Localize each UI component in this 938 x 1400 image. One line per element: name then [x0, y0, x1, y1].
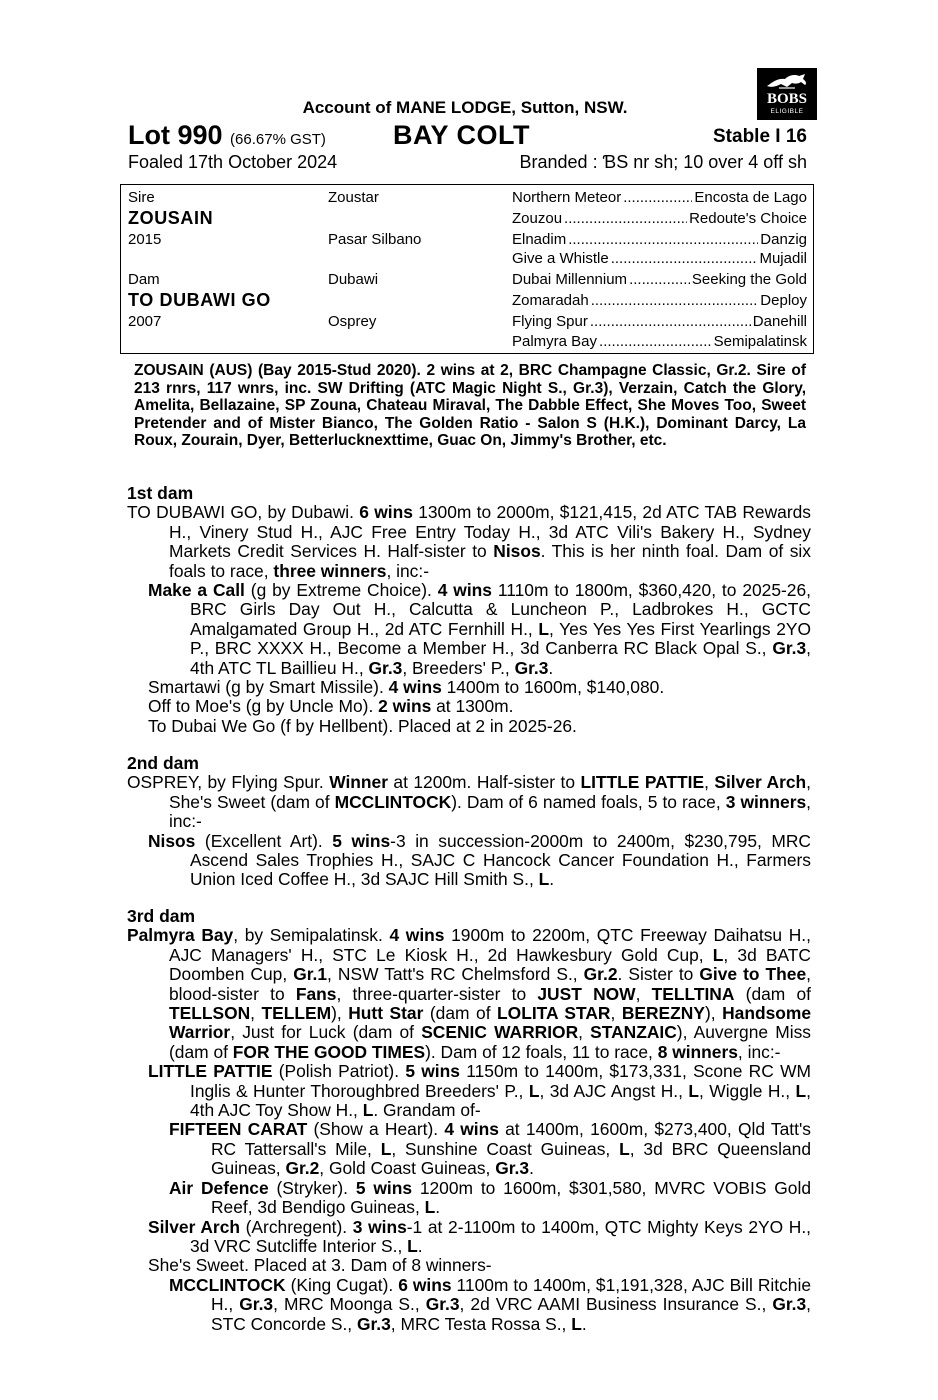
second-dam-section: [127, 754, 811, 890]
gp-name: Zouzou: [512, 210, 563, 227]
grandparent-row: [512, 292, 807, 309]
dam-paragraph: Palmyra Bay, by Semipalatinsk. 4 wins 1900m to 2200m, QTC Freeway Daihatsu H., AJC Managers' H., STC Le Kiosk H., 2d Hawkesbury Gold Cup, L, 3d BATC Doomben Cup, Gr.1, NSW Tatt's RC Chelmsford S., Gr.2. Sister to Give to Thee, blood-sister to Fans, three-quarter-sister to JUST NOW, TELLTINA (dam of TELLSON, TELLEM), Hutt Star (dam of LOLITA STAR, BEREZNY), Handsome Warrior, Just for Luck (dam of SCENIC WARRIOR, STANZAIC), Auvergne Miss (dam of FOR THE GOOD TIMES). Dam of 12 foals, 11 to race, 8 winners, inc:-: [127, 925, 812, 1062]
grandparent-row: [512, 313, 807, 330]
gp-parent: Deploy: [760, 292, 807, 309]
horse-icon: [765, 72, 809, 92]
progeny-paragraph: LITTLE PATTIE (Polish Patriot). 5 wins 1150m to 1400m, $173,331, Scone RC WM Inglis & Hunter Thoroughbred Breeders' P., L, 3d AJC Angst H., L, Wiggle H., L, 4th AJC Toy Show H., L. Grandam of-: [148, 1061, 811, 1121]
grandparent-row: [512, 231, 807, 248]
grandparent-row: [512, 271, 807, 288]
dam-paragraph: TO DUBAWI GO, by Dubawi. 6 wins 1300m to 2000m, $121,415, 2d ATC TAB Rewards H., Vinery Stud H., AJC Free Entry Today H., 3d ATC Vili's Bakery H., Sydney Markets Credit Services H. Half-sister to Nisos. This is her ninth foal. Dam of six foals to race, three winners, inc:-: [127, 502, 811, 581]
progeny-paragraph: Smartawi (g by Smart Missile). 4 wins 1400m to 1600m, $140,080.: [148, 677, 665, 698]
grandparent-row: [512, 189, 807, 206]
gp-parent: Seeking the Gold: [691, 271, 807, 288]
section-heading: 1st dam: [127, 483, 194, 503]
gp-name: Elnadim: [512, 231, 567, 248]
gp-name: Flying Spur: [512, 313, 588, 330]
logo-text-eligible: ELIGIBLE: [770, 108, 804, 115]
gst-note: (66.67% GST): [230, 131, 326, 148]
grand-progeny-paragraph: Air Defence (Stryker). 5 wins 1200m to 1600m, $301,580, MVRC VOBIS Gold Reef, 3d Bendigo Guineas, L.: [169, 1177, 811, 1218]
progeny-paragraph: Nisos (Excellent Art). 5 wins-3 in succession-2000m to 2400m, $230,795, MRC Ascend Sales Trophies H., SAJC C Hancock Cancer Foundation H., Farmers Union Iced Coffee H., 3d SAJC Hill Smith S., L.: [148, 830, 811, 890]
first-dam-section: [127, 484, 811, 736]
grand-progeny-paragraph: MCCLINTOCK (King Cugat). 6 wins 1100m to 1400m, $1,191,328, AJC Bill Ritchie H., Gr.3, MRC Moonga S., Gr.3, 2d VRC AAMI Business Insurance S., Gr.3, STC Concorde S., Gr.3, MRC Testa Rossa S., L.: [169, 1274, 811, 1334]
sire-label: Sire: [128, 189, 155, 206]
gp-name: Zomaradah: [512, 292, 589, 309]
grand-progeny-paragraph: FIFTEEN CARAT (Show a Heart). 4 wins at 1400m, 1600m, $273,400, Qld Tatt's RC Tattersall's Mile, L, Sunshine Coast Guineas, L, 3d BRC Queensland Guineas, Gr.2, Gold Coast Guineas, Gr.3.: [169, 1119, 811, 1179]
dam-paragraph: OSPREY, by Flying Spur. Winner at 1200m. Half-sister to LITTLE PATTIE, Silver Arch, She's Sweet (dam of MCCLINTOCK). Dam of 6 named foals, 5 to race, 3 winners, inc:-: [127, 772, 812, 832]
sire-year: 2015: [128, 231, 162, 248]
dam-dam: Osprey: [328, 313, 377, 330]
dam-name: TO DUBAWI GO: [128, 290, 271, 310]
gp-name: Give a Whistle: [512, 250, 609, 267]
lot-number: [128, 120, 326, 155]
grandparent-row: [512, 333, 807, 350]
third-dam-section: [127, 907, 811, 1334]
sire-sire: Zoustar: [328, 189, 379, 206]
dam-year: 2007: [128, 313, 162, 330]
brand-marks: Branded : ƁS nr sh; 10 over 4 off sh: [519, 152, 807, 172]
leader-dots: [564, 210, 687, 227]
gp-name: Northern Meteor: [512, 189, 622, 206]
gp-parent: Danzig: [760, 231, 807, 248]
leader-dots: [611, 250, 758, 267]
account-line: Account of MANE LODGE, Sutton, NSW.: [302, 98, 628, 117]
gp-parent: Encosta de Lago: [694, 189, 807, 206]
dam-label: Dam: [128, 271, 160, 288]
logo-text-bobs: BOBS: [766, 91, 808, 107]
gp-name: Dubai Millennium: [512, 271, 628, 288]
grandparent-row: [512, 250, 807, 267]
gp-name: Palmyra Bay: [512, 333, 598, 350]
progeny-paragraph: She's Sweet. Placed at 3. Dam of 8 winners-: [148, 1255, 492, 1276]
leader-dots: [629, 271, 690, 288]
dam-sire: Dubawi: [328, 271, 379, 288]
leader-dots: [623, 189, 692, 206]
progeny-paragraph: Off to Moe's (g by Uncle Mo). 2 wins at 1300m.: [148, 696, 514, 717]
grandparent-row: [512, 210, 807, 227]
foaled-date: Foaled 17th October 2024: [128, 152, 338, 172]
sire-dam: Pasar Silbano: [328, 231, 422, 248]
section-heading: 3rd dam: [127, 906, 196, 926]
leader-dots: [568, 231, 758, 248]
gp-parent: Mujadil: [759, 250, 807, 267]
sire-name: ZOUSAIN: [128, 208, 214, 228]
pedigree-table: [120, 184, 814, 354]
progeny-paragraph: Silver Arch (Archregent). 3 wins-1 at 2-1100m to 1400m, QTC Mighty Keys 2YO H., 3d VRC Sutcliffe Interior S., L.: [148, 1216, 811, 1256]
lot-label: Lot 990: [128, 120, 223, 150]
progeny-paragraph: Make a Call (g by Extreme Choice). 4 wins 1110m to 1800m, $360,420, to 2025-26, BRC Girls Day Out H., Calcutta & Luncheon P., Ladbrokes H., GCTC Amalgamated Group H., 2d ATC Fernhill H., L, Yes Yes Yes First Yearlings 2YO P., BRC XXXX H., Become a Member H., 3d Canberra RC Black Opal S., Gr.3, 4th ATC TL Baillieu H., Gr.3, Breeders' P., Gr.3.: [148, 580, 811, 678]
gp-parent: Redoute's Choice: [689, 210, 807, 227]
gp-parent: Danehill: [752, 313, 807, 330]
leader-dots: [591, 292, 759, 309]
stable-number: Stable I 16: [713, 126, 807, 147]
leader-dots: [590, 313, 751, 330]
sire-summary: ZOUSAIN (AUS) (Bay 2015-Stud 2020). 2 wins at 2, BRC Champagne Classic, Gr.2. Sire of 213 rnrs, 117 wnrs, inc. SW Drifting (ATC Magic Night S., Gr.3), Verzain, Catch the Glory, Amelita, Bellazaine, SP Zouna, Chateau Miraval, The Dabble Effect, She Moves Too, Sweet Pretender and of Mister Bianco, The Golden Ratio - Salon S (H.K.), Dominant Darcy, La Roux, Zourain, Dyer, Betterlucknexttime, Guac On, Jimmy's Brother, etc.: [134, 362, 806, 449]
progeny-paragraph: To Dubai We Go (f by Hellbent). Placed at 2 in 2025-26.: [148, 715, 577, 736]
leader-dots: [599, 333, 712, 350]
horse-title: BAY COLT: [393, 120, 531, 150]
section-heading: 2nd dam: [127, 753, 199, 773]
gp-parent: Semipalatinsk: [713, 333, 807, 350]
